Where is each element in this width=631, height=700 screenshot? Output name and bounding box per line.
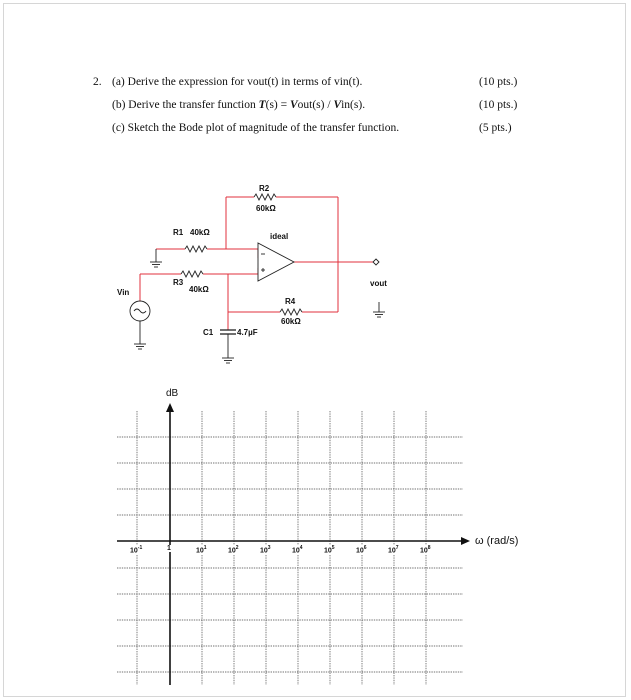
tick-label: $10^6$ <box>356 545 367 555</box>
r1-name-label: R1 <box>173 228 184 237</box>
problem-number: 2. <box>93 76 102 88</box>
part-a-points: (10 pts.) <box>479 76 518 88</box>
y-axis-arrowhead <box>166 403 174 412</box>
c1-name-label: C1 <box>203 328 214 337</box>
tick-label: $10^4$ <box>292 545 303 555</box>
r3-value-label: 40kΩ <box>189 285 209 294</box>
tick-label: $10^{-1}$ <box>130 545 143 555</box>
tick-label: $10^5$ <box>324 545 335 555</box>
tick-label: 1 <box>167 545 171 552</box>
part-c-points: (5 pts.) <box>479 122 512 134</box>
c1-value-label: 4.7µF <box>237 328 258 337</box>
x-axis-label: ω (rad/s) <box>475 535 519 547</box>
tick-label: $10^2$ <box>228 545 239 555</box>
x-axis-arrowhead <box>461 537 470 545</box>
part-a-text: (a) Derive the expression for vout(t) in terms of vin(t). <box>112 76 363 88</box>
tick-label: $10^1$ <box>196 545 207 555</box>
r4-name-label: R4 <box>285 297 296 306</box>
part-b-text: (b) Derive the transfer function T(s) = Vout(s) / Vin(s). <box>112 99 366 111</box>
y-axis-label: dB <box>166 388 179 399</box>
tick-label: $10^3$ <box>260 545 271 555</box>
vin-label: Vin <box>117 288 130 297</box>
part-c-text: (c) Sketch the Bode plot of magnitude of the transfer function. <box>112 122 400 134</box>
tick-label: $10^7$ <box>388 545 399 555</box>
opamp-ideal-label: ideal <box>270 232 289 241</box>
r1-value-label: 40kΩ <box>190 228 210 237</box>
r4-value-label: 60kΩ <box>281 317 301 326</box>
part-b-points: (10 pts.) <box>479 99 518 111</box>
r2-value-label: 60kΩ <box>256 204 276 213</box>
tick-label: $10^8$ <box>420 545 431 555</box>
r3-name-label: R3 <box>173 278 184 287</box>
vout-label: vout <box>370 279 387 288</box>
r2-name-label: R2 <box>259 184 270 193</box>
